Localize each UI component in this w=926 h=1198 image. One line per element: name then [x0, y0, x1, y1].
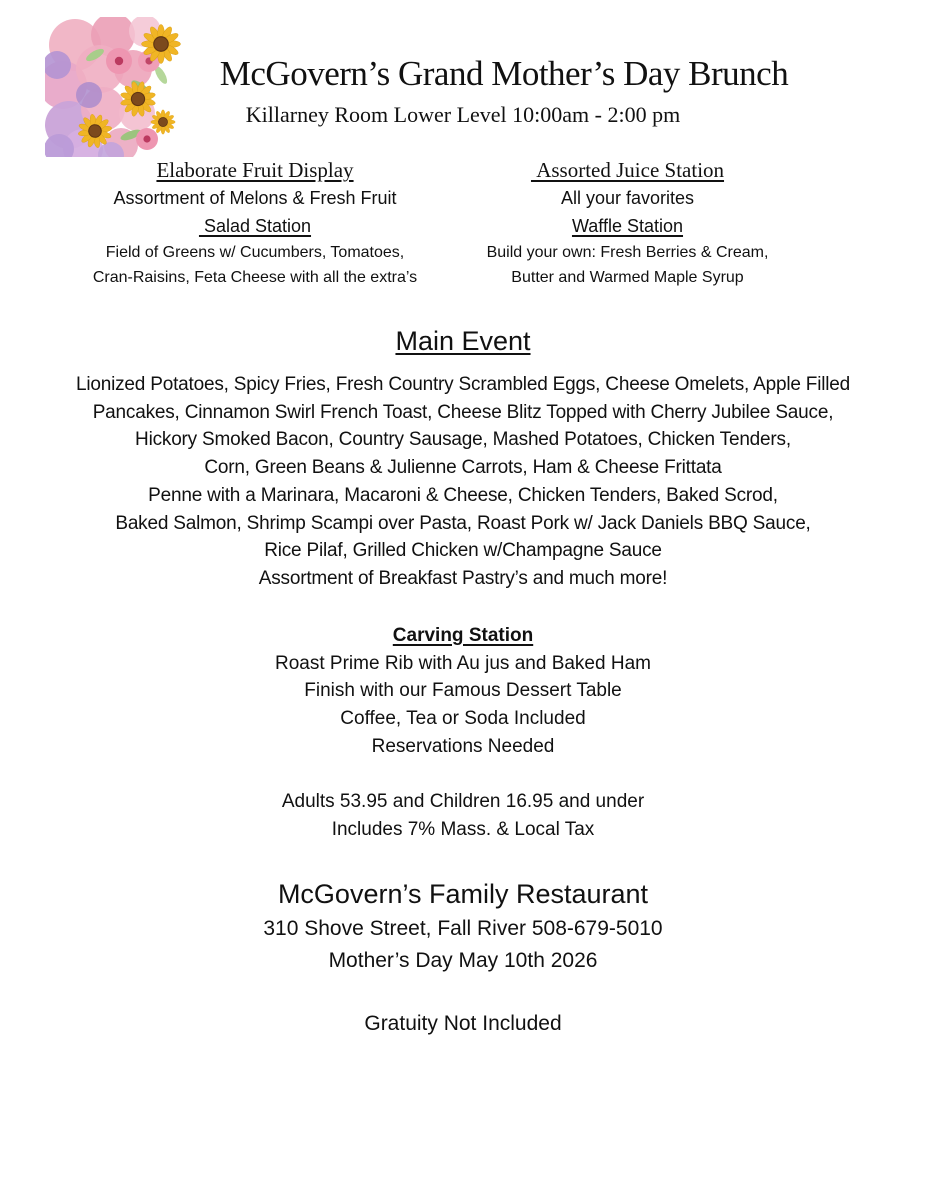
waffle-station-heading: Waffle Station — [571, 216, 684, 236]
menu-line: Baked Salmon, Shrimp Scampi over Pasta, Roast Pork w/ Jack Daniels BBQ Sauce, — [115, 512, 811, 534]
salad-station-detail-line2: Cran-Raisins, Feta Cheese with all the extra’s — [92, 269, 418, 286]
main-event-menu — [0, 371, 926, 593]
fruit-display-detail: Assortment of Melons & Fresh Fruit — [113, 188, 397, 208]
flowers-image — [45, 17, 190, 157]
salad-station-heading: Salad Station — [198, 216, 312, 236]
restaurant-name: McGovern’s Family Restaurant — [277, 878, 649, 909]
pricing-section — [0, 788, 926, 843]
main-event-heading: Main Event — [395, 326, 531, 356]
waffle-station-detail-line1: Build your own: Fresh Berries & Cream, — [486, 244, 769, 261]
menu-line: Pancakes, Cinnamon Swirl French Toast, Cheese Blitz Topped with Cherry Jubilee Sauce, — [92, 401, 834, 423]
menu-line: Lionized Potatoes, Spicy Fries, Fresh Country Scrambled Eggs, Cheese Omelets, Apple Filled — [75, 374, 851, 395]
gratuity-note: Gratuity Not Included — [364, 1011, 562, 1035]
menu-line: Corn, Green Beans & Julienne Carrots, Ham & Cheese Frittata — [204, 457, 722, 479]
juice-station-detail: All your favorites — [560, 188, 695, 208]
carving-station-details — [0, 650, 926, 761]
carving-line: Reservations Needed — [371, 735, 555, 757]
waffle-station-detail-line2: Butter and Warmed Maple Syrup — [511, 269, 744, 286]
juice-waffle-column — [450, 156, 805, 290]
menu-line: Assortment of Breakfast Pastry’s and much more! — [258, 567, 668, 589]
event-date: Mother’s Day May 10th 2026 — [328, 948, 598, 972]
carving-line: Coffee, Tea or Soda Included — [340, 708, 586, 730]
menu-line: Penne with a Marinara, Macaroni & Cheese, Chicken Tenders, Baked Scrod, — [148, 484, 778, 506]
juice-station-heading: Assorted Juice Station — [530, 158, 725, 182]
menu-line: Rice Pilaf, Grilled Chicken w/Champagne Sauce — [264, 540, 662, 562]
fruit-salad-column — [60, 156, 450, 290]
carving-line: Finish with our Famous Dessert Table — [304, 680, 622, 702]
restaurant-address: 310 Shove Street, Fall River 508-679-5010 — [263, 916, 663, 940]
page-title: McGovern’s Grand Mother’s Day Brunch — [219, 54, 789, 93]
tax-line: Includes 7% Mass. & Local Tax — [331, 819, 595, 841]
price-line: Adults 53.95 and Children 16.95 and under — [281, 791, 645, 813]
salad-station-detail-line1: Field of Greens w/ Cucumbers, Tomatoes, — [105, 244, 405, 261]
stations-section — [0, 156, 926, 290]
carving-station-heading: Carving Station — [392, 624, 534, 646]
carving-line: Roast Prime Rib with Au jus and Baked Ham — [275, 652, 651, 674]
page-subtitle: Killarney Room Lower Level 10:00am - 2:00 pm — [245, 102, 681, 127]
menu-line: Hickory Smoked Bacon, Country Sausage, Mashed Potatoes, Chicken Tenders, — [135, 429, 791, 451]
fruit-display-heading: Elaborate Fruit Display — [156, 158, 354, 182]
restaurant-contact — [0, 913, 926, 977]
